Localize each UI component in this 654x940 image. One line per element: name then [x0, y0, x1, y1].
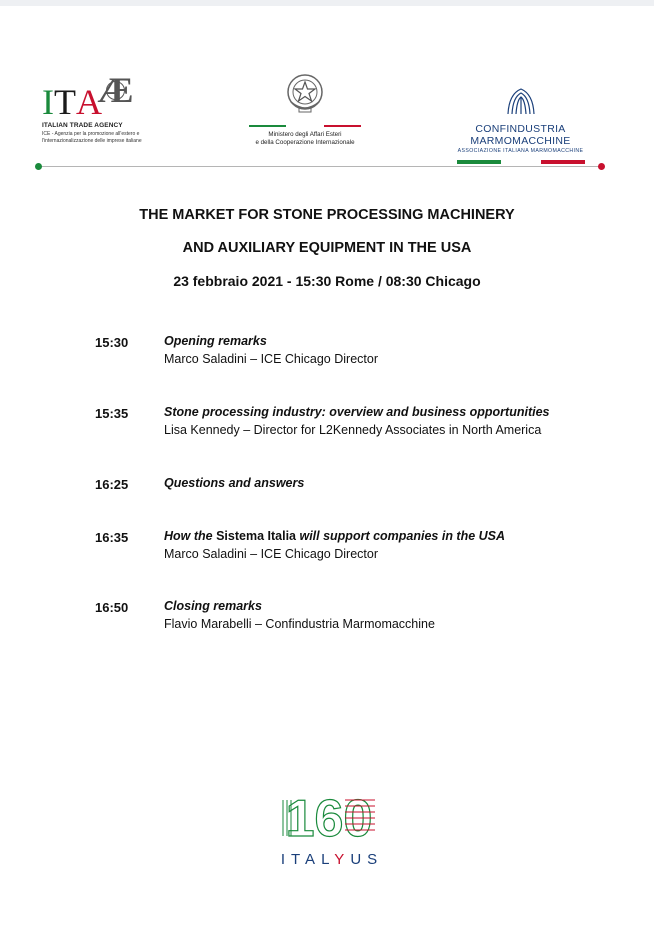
agenda-topic-pre: How the	[164, 529, 217, 543]
document-title-line1: THE MARKET FOR STONE PROCESSING MACHINERY	[139, 207, 515, 223]
ita-letter-a: A	[76, 82, 102, 122]
confindustria-name: CONFINDUSTRIA MARMOMACCHINE	[470, 123, 571, 147]
confindustria-logo	[428, 86, 613, 164]
divider-dot-green	[35, 163, 42, 170]
agenda-speaker: Flavio Marabelli – Confindustria Marmomacchine	[164, 617, 435, 631]
confindustria-eagle-icon	[504, 86, 538, 116]
agenda-topic: Stone processing industry: overview and business opportunities	[164, 405, 550, 419]
anniversary-number: 160	[285, 790, 373, 842]
agenda-time: 15:35	[95, 406, 129, 421]
agenda-speaker: Marco Saladini – ICE Chicago Director	[164, 547, 378, 561]
header-divider	[38, 166, 601, 167]
italyus-wordmark	[260, 851, 404, 868]
ice-circle-mark-icon: Æ	[97, 70, 134, 110]
agenda-topic-sistema-italia: Sistema Italia	[216, 529, 296, 543]
ita-letter-i: I	[42, 82, 54, 122]
agenda-time: 16:35	[95, 530, 129, 545]
agenda-topic: Questions and answers	[164, 476, 305, 490]
ministry-name-line2: e della Cooperazione Internazionale	[255, 139, 355, 146]
agenda-topic: Opening remarks	[164, 334, 267, 348]
agenda-speaker: Marco Saladini – ICE Chicago Director	[164, 352, 378, 366]
italyus-us: US	[350, 851, 384, 868]
italian-republic-emblem-icon	[285, 72, 325, 114]
italyus-ital: ITAL	[280, 851, 335, 868]
italyus-y: Y	[334, 851, 351, 868]
event-date-line: 23 febbraio 2021 - 15:30 Rome / 08:30 Chicago	[173, 273, 481, 289]
agenda-topic-post: will support companies in the USA	[296, 529, 506, 543]
agenda-time: 16:50	[95, 600, 129, 615]
divider-dot-red	[598, 163, 605, 170]
italy-us-160-logo	[254, 790, 404, 868]
ita-wordmark	[42, 70, 162, 122]
confindustria-color-bars	[457, 160, 585, 164]
confindustria-subtitle: ASSOCIAZIONE ITALIANA MARMOMACCHINE	[457, 148, 584, 154]
agenda-topic: Closing remarks	[164, 599, 262, 613]
anniversary-160-logo	[279, 790, 379, 842]
ita-logo	[42, 70, 162, 144]
ministry-name-line1: Ministero degli Affari Esteri	[268, 131, 342, 138]
ita-agency-label: ITALIAN TRADE AGENCY	[42, 122, 123, 129]
agenda-speaker: Lisa Kennedy – Director for L2Kennedy Associates in North America	[164, 423, 542, 437]
agenda-time: 15:30	[95, 335, 129, 350]
agenda-time: 16:25	[95, 477, 129, 492]
document-title-line2: AND AUXILIARY EQUIPMENT IN THE USA	[182, 240, 472, 256]
ita-description: ICE - Agenzia per la promozione all'estero e l'internazionalizzazione delle imprese italiane	[42, 131, 142, 144]
top-bar	[0, 0, 654, 6]
agenda-topic	[164, 529, 505, 543]
ita-letter-t: T	[54, 82, 76, 122]
ministry-tricolor-line	[249, 125, 361, 127]
ministry-logo	[240, 72, 370, 147]
